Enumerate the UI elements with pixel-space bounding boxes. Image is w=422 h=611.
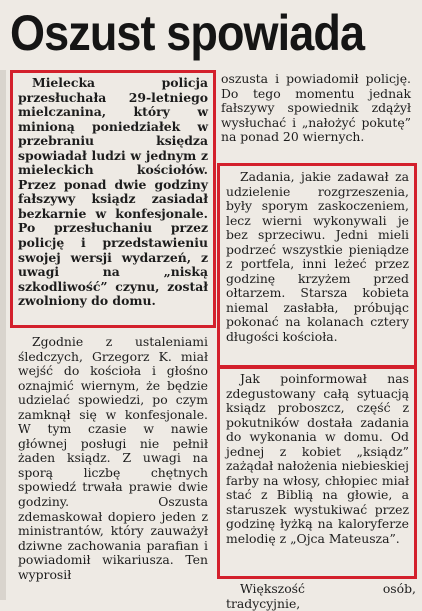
right-mid-text: Zadania, jakie zadawał za udzielenie rozgrzeszenia, były sporym zaskoczeniem, lecz wierni wykonywali je bez sprzeciwu. Jedni mieli podrzeć wszystkie pieniądze z portfela, inni leżeć przez godzinę krzyżem przed ołtarzem. Starsza kobieta niemal zasłabła, próbując pokonać na kolanach cztery długości kościoła.	[226, 169, 409, 345]
lead-text: Mielecka policja przesłuchała 29-letniego mielczanina, który w minioną poniedziałek w przebraniu księdza spowiadał ludzi w jednym z mieleckich kościołów. Przez ponad dwie godziny fałszywy ksiądz zasiadał bezkarnie w konfesjonale. Po przesłuchaniu przez policję i przedstawieniu swojej wersji wydarzeń, z uwagi na „niską szkodliwość” czynu, został zwolniony do domu.	[18, 75, 208, 309]
left-body-paragraph	[18, 335, 208, 597]
right-last-text: Większość osób, tradycyjnie,	[226, 581, 416, 611]
right-top-text: oszusta i powiadomił policję. Do tego momentu jednak fałszywy spowiednik zdążył wysłuchać i „nałożyć pokutę” na ponad 20 wiernych.	[221, 71, 411, 145]
highlight-box-home-tasks	[217, 366, 417, 579]
headline: Oszust spowiada	[10, 5, 365, 61]
right-top-paragraph	[221, 72, 411, 162]
neighbor-column-edge	[0, 70, 6, 600]
right-last-paragraph	[226, 581, 416, 611]
left-body-text: Zgodnie z ustaleniami śledczych, Grzegorz K. miał wejść do kościoła i głośno oznajmić wiernym, że będzie udzielać spowiedzi, po czym zamknął się w konfesjonale. W tym czasie w nawie głównej posługi nie pełnił żaden ksiądz. Z uwagi na sporą liczbę chętnych spowiedź trwała prawie dwie godziny. Oszusta zdemaskował dopiero jeden z ministrantów, który zauważył dziwne zachowania parafian i powiadomił wikariusza. Ten wyprosił	[18, 334, 208, 582]
highlight-box-tasks	[217, 163, 417, 368]
right-bottom-text: Jak poinformował nas zdegustowany całą sytuacją ksiądz proboszcz, część z pokutników dostała zadania do wykonania w domu. Od jednej z kobiet „ksiądz” zażądał nałożenia niebieskiej farby na włosy, chłopiec miał stać z Biblią na głowie, a staruszek wystukiwać przez godzinę łyżką na kaloryferze melodię z „Ojca Mateusza”.	[226, 371, 409, 547]
highlight-box-lead	[10, 70, 216, 328]
